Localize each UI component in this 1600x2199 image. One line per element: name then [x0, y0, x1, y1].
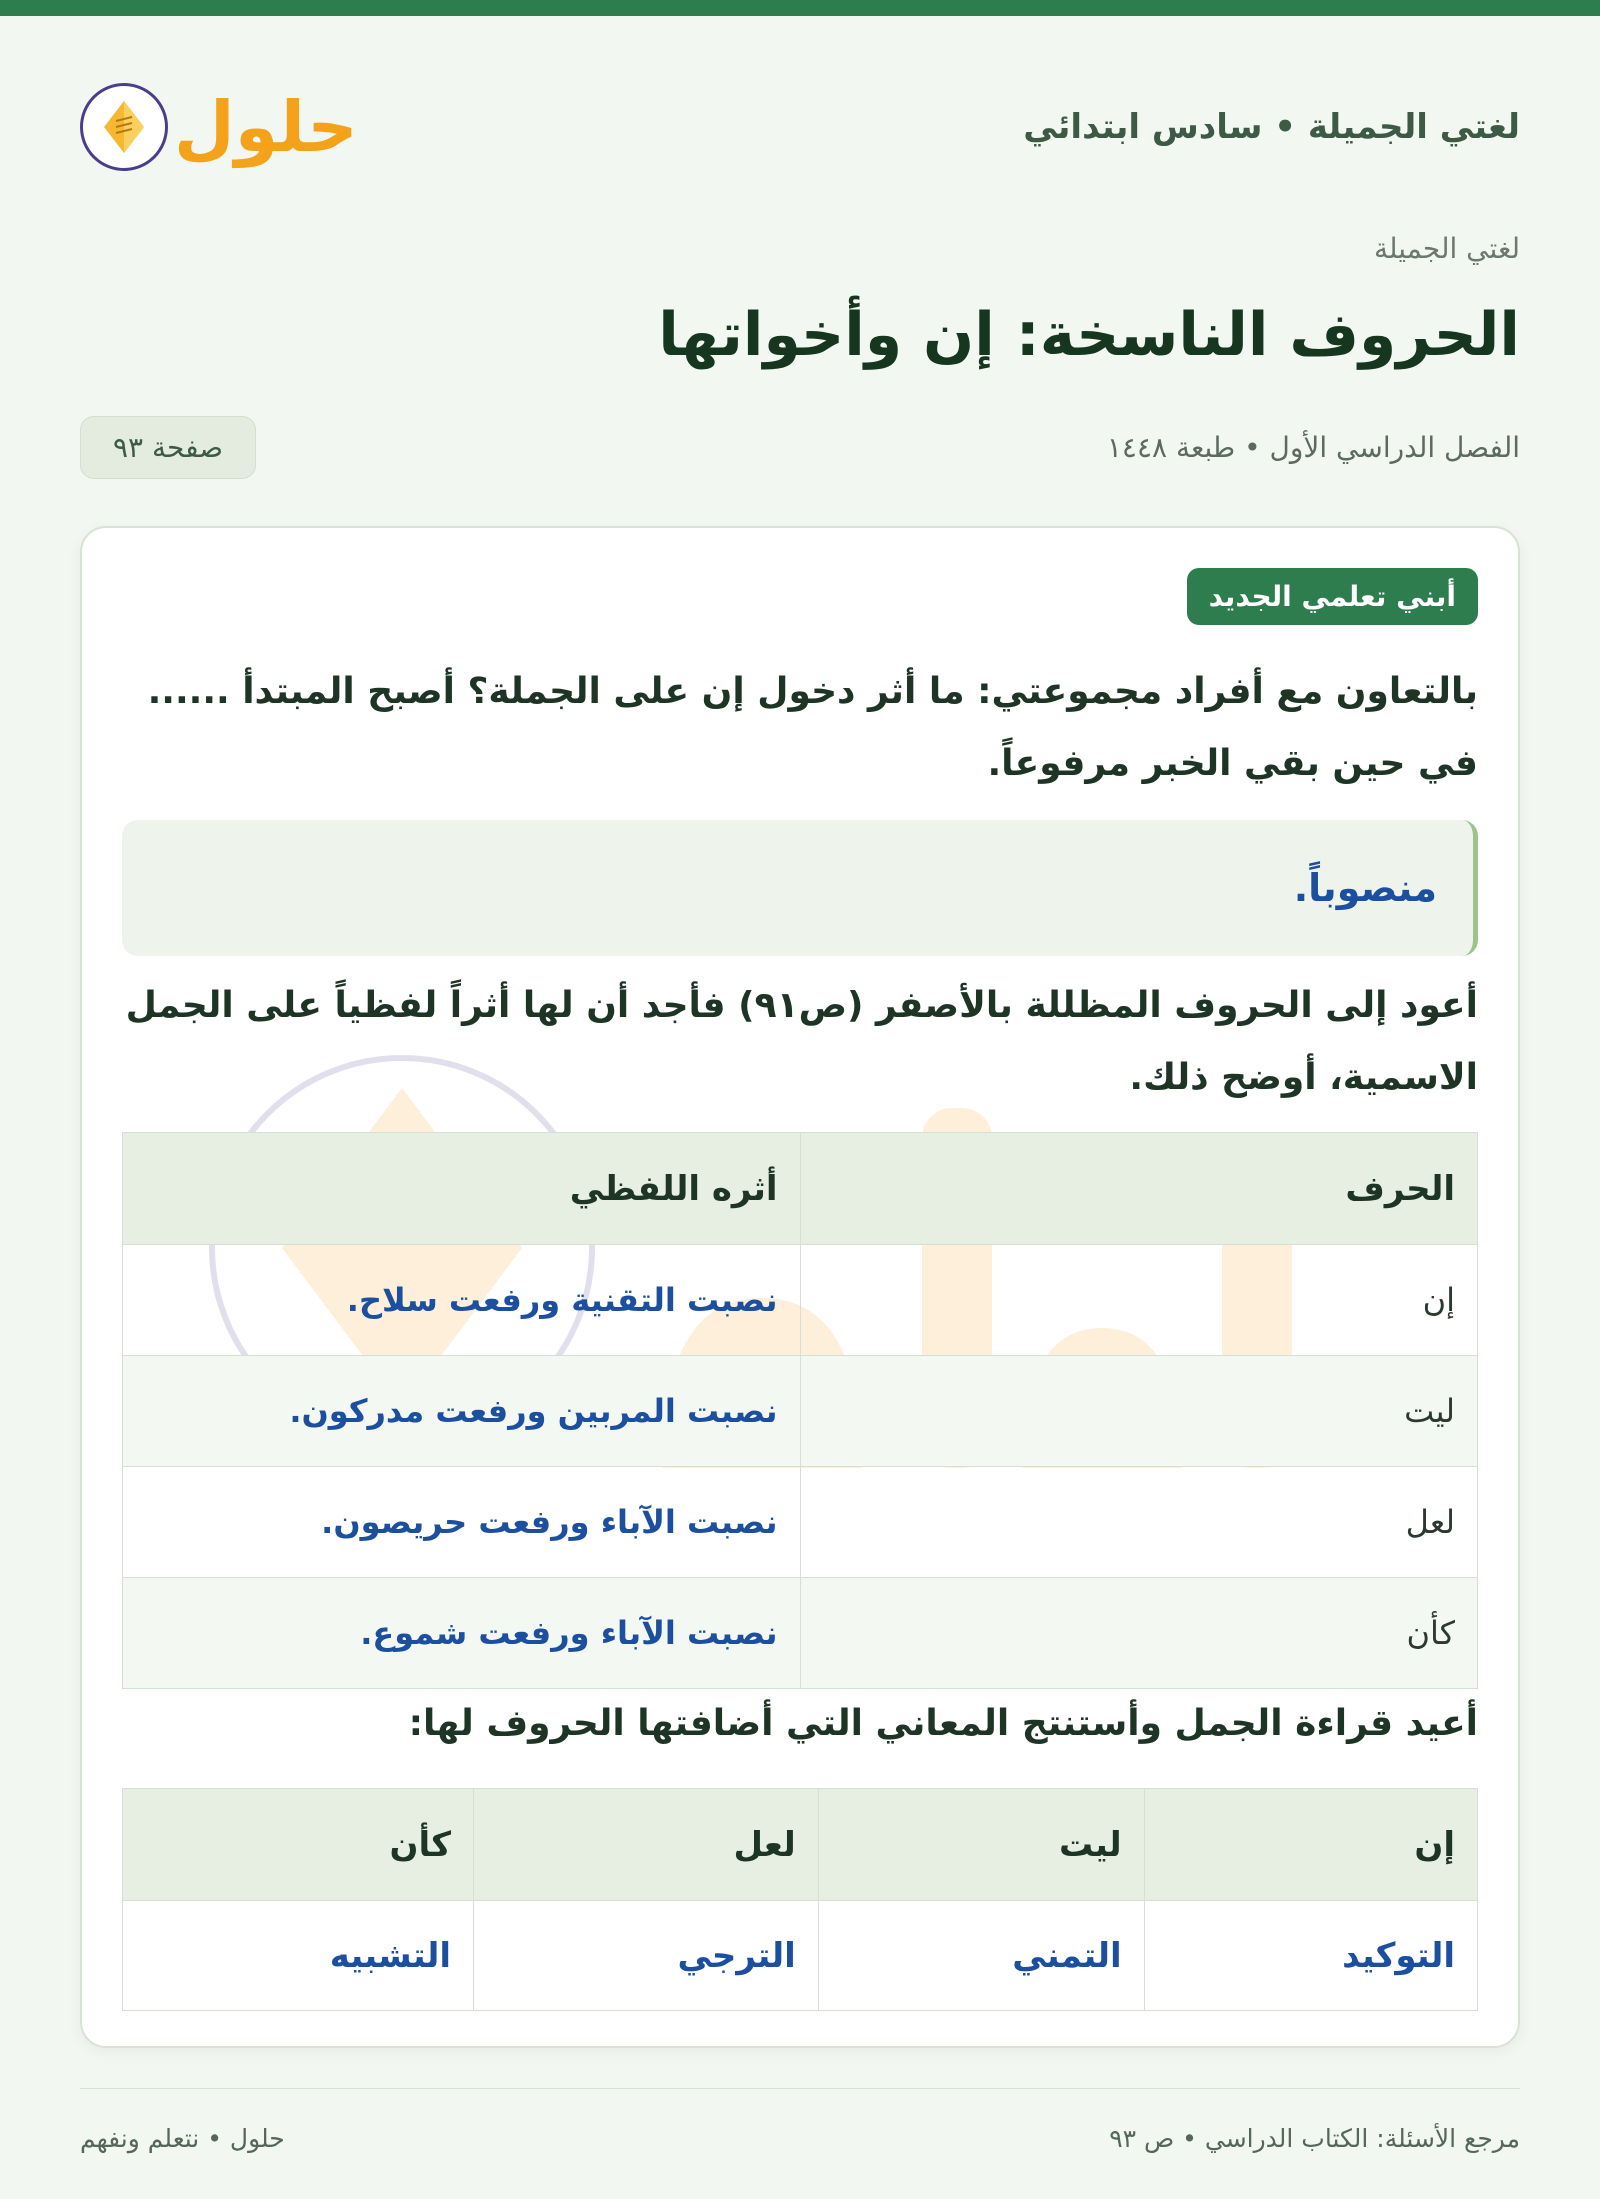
effect-cell: نصبت التقنية ورفعت سلاح. [123, 1245, 801, 1356]
header-title: لغتي الجميلة • سادس ابتدائي [1023, 107, 1520, 147]
table-row [123, 1467, 1478, 1578]
letter-cell: إن [800, 1245, 1478, 1356]
logo-text: حلول [174, 86, 358, 168]
meaning-cell: التمني [818, 1901, 1144, 2011]
column-header-laalla: لعل [474, 1789, 819, 1901]
column-header-letter: الحرف [800, 1133, 1478, 1245]
logo-book-icon [80, 83, 168, 171]
footer-source: مرجع الأسئلة: الكتاب الدراسي • ص ٩٣ [1109, 2123, 1520, 2153]
table-header-row [123, 1789, 1478, 1901]
meaning-cell: الترجي [474, 1901, 819, 2011]
section-badge: أبني تعلمي الجديد [1187, 568, 1478, 625]
meaning-cell: التوكيد [1144, 1901, 1477, 2011]
table-row [123, 1578, 1478, 1689]
table-row [123, 1901, 1478, 2011]
letter-cell: ليت [800, 1356, 1478, 1467]
effect-cell: نصبت المربين ورفعت مدركون. [123, 1356, 801, 1467]
page-header [80, 62, 1520, 192]
letter-cell: لعل [800, 1467, 1478, 1578]
column-header-effect: أثره اللفظي [123, 1133, 801, 1245]
column-header-layta: ليت [818, 1789, 1144, 1901]
letter-cell: كأن [800, 1578, 1478, 1689]
question-1: بالتعاون مع أفراد مجموعتي: ما أثر دخول إن على الجملة؟ أصبح المبتدأ ...... في حين بقي الخبر مرفوعاً. [147, 671, 1478, 784]
lesson-card [80, 526, 1520, 2048]
column-header-kaanna: كأن [123, 1789, 474, 1901]
footer-brand[interactable]: حلول • نتعلم ونفهم [80, 2123, 285, 2153]
meta-row [80, 412, 1520, 482]
top-accent-bar [0, 0, 1600, 16]
footer-divider [80, 2088, 1520, 2089]
answer-box [122, 820, 1478, 956]
page-footer [80, 2108, 1520, 2168]
table-header-row [123, 1133, 1478, 1245]
meanings-table [122, 1788, 1478, 2011]
breadcrumb[interactable]: لغتي الجميلة [1373, 232, 1520, 265]
meaning-cell: التشبيه [123, 1901, 474, 2011]
table-row [123, 1245, 1478, 1356]
question-2: أعود إلى الحروف المظللة بالأصفر (ص٩١) فأجد أن لها أثراً لفظياً على الجمل الاسمية، أوضح ذلك. [125, 985, 1478, 1098]
page-number-badge: صفحة ٩٣ [80, 416, 256, 479]
letters-effect-table [122, 1132, 1478, 1689]
semester-info: الفصل الدراسي الأول • طبعة ١٤٤٨ [1106, 430, 1520, 464]
effect-cell: نصبت الآباء ورفعت حريصون. [123, 1467, 801, 1578]
table-row [123, 1356, 1478, 1467]
answer-1: منصوباً. [1293, 866, 1437, 910]
column-header-inna: إن [1144, 1789, 1477, 1901]
site-logo[interactable] [80, 83, 358, 171]
question-3: أعيد قراءة الجمل وأستنتج المعاني التي أضافتها الحروف لها: [408, 1703, 1478, 1744]
effect-cell: نصبت الآباء ورفعت شموع. [123, 1578, 801, 1689]
page-title: الحروف الناسخة: إن وأخواتها [658, 300, 1520, 370]
